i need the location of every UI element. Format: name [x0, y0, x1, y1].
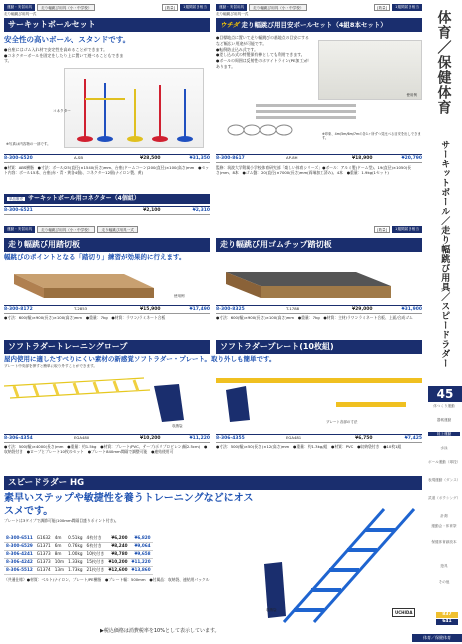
nav-item-suiei[interactable]: 水泳	[440, 446, 448, 450]
board-code: 8-300-8172	[4, 306, 33, 312]
plate-dimension-label: プレート各部の寸法	[326, 420, 358, 424]
ladder-plate-code: 8-306-4355	[216, 435, 245, 441]
rubber-photo	[216, 266, 422, 304]
nav-item-ball[interactable]: ボール運動（球技）	[428, 460, 461, 464]
ladder-plate-photo	[216, 376, 422, 430]
circuit-price-row	[4, 154, 210, 163]
connector-price-row	[4, 206, 210, 215]
eyeset-bullet-4: ●ボールの周囲は反射性のホワイトライン(PE加工)があります。	[216, 58, 309, 69]
ladder-plate-price-tax: ¥7,425	[404, 435, 422, 441]
crumb-common: 走り幅跳び用具一式	[216, 12, 249, 16]
rubber-model: T-1788	[286, 306, 300, 312]
connector-label: コネクター	[53, 109, 71, 113]
eyeset-photo-note: ※印象、4m/5m/6m/7mの各1ヶ所ずつ見比べる目安を出しできます。	[322, 132, 421, 141]
circuit-ball-illustration	[65, 69, 205, 149]
board-lead: 幅跳びのポイントとなる「踏切り」練習が効果的に行えます。	[4, 253, 186, 261]
ladder-rope-price-tax: ¥11,220	[189, 435, 210, 441]
index-sidebar	[426, 0, 462, 644]
ladder-rope-price: ¥10,200	[140, 435, 161, 441]
breadcrumb	[216, 4, 422, 11]
crumb-school: 走り幅跳び用具（小・中学校）	[249, 4, 307, 11]
speed-ladder-title: スピードラダー HG	[4, 476, 422, 490]
ladder-plate-price-row	[216, 434, 422, 443]
crumb-category: 運動・実習用具	[216, 4, 247, 11]
crumb-label: [数量]	[374, 226, 390, 233]
nav-item-budo[interactable]: 武道（ボクシング）	[428, 496, 461, 500]
page-number: 45	[428, 386, 462, 402]
crumb-category: 運動・実習用具	[4, 4, 35, 11]
nav-item-other[interactable]: その他	[438, 580, 450, 584]
ladder-rope-illustration	[4, 376, 210, 430]
circuit-spec: ●材質：ABS樹脂 ●寸法：ボール/25(直径)×1540(長さ)mm、台座(ドームコーン)200(直径)×100(高さ)mm ●セット内容：ボール15本、台座(赤・青・黄各4個)、コネクター12個(ナイロン製、黄)	[4, 165, 210, 176]
board-illustration	[4, 266, 164, 304]
table-row: 8-300-6511 G1632 4m 0.51kg 4枚付き ¥6,200 ¥6,820	[6, 535, 151, 541]
speed-ladder-table-wrap	[4, 534, 240, 582]
eyeset-bullet-3: ●差し込み式の特製保有棒としても利用できます。	[216, 52, 305, 58]
board-lead-row	[4, 253, 422, 261]
crumb-school: 走り幅跳び用具（小・中学校）	[37, 4, 95, 11]
ladder-rope-spec: ●寸法：500(幅)×4000(長さ)mm ●重量：約1.5kg ●材質：プレート/PVC、テープ/ポリプロピレン(幅2.5cm) ●収納袋付き ●ロープとプレート10枚のセット ●プレート840mm間隔で調整可能 ●連結使用可	[4, 444, 208, 455]
eyeset-price-row	[216, 154, 422, 163]
rubber-price-row	[216, 305, 422, 314]
connector-price-tax: ¥2,310	[192, 207, 210, 213]
board-spec: ●寸法：600(幅)×900(長さ)×100(高さ)mm ●重量：7kg ●材質：ラワン/ラミネート合板	[4, 315, 166, 320]
speed-ladder-lead: 素早いステップや敏捷性を養うトレーニングなどにオススメです。	[4, 493, 254, 517]
crumb-label: [数量]	[162, 4, 178, 11]
circuit-price-tax: ¥31,350	[189, 155, 210, 161]
circuit-photo	[53, 68, 204, 148]
breadcrumb	[4, 4, 210, 11]
nav-item-fukudokuhon[interactable]: 保健体育副読本	[431, 540, 457, 544]
table-row: 8-306-4241 G1373 8m 1.00kg 10枚付き ¥8,780 ¥9,658	[6, 551, 151, 557]
eyeset-spec: 監修：筑波大学附属小学校体育研究部「楽しい体育シリーズ」●ボール：アルミ製(ドーム型)、19(直径)×1050(長さ)mm、8本 ●ゴム盤：20(直径)×7000(長さ)mm(両端加工済み)、4本 ●重量：1.9kg(1セット)	[216, 165, 412, 176]
table-row: 8-300-6529 G1371 6m 0.76kg 6枚付き ¥8,240 ¥9,064	[6, 543, 151, 549]
connector-code: 8-300-6521	[4, 207, 33, 213]
nav-item-dance[interactable]: 表現運動（ダンス）	[428, 478, 461, 482]
nav-item-keisoku[interactable]: 計測	[440, 514, 448, 518]
circuit-price: ¥28,500	[140, 155, 161, 161]
board-header	[4, 226, 422, 233]
brand-logo: UCHIDA	[392, 608, 415, 617]
board-price-tax: ¥17,490	[189, 306, 210, 312]
board-section	[4, 236, 210, 252]
circuit-title: サーキットボールセット	[4, 18, 210, 32]
circuit-bullet-2: ●コネクターボールを固定をしたり上に置いて遊べることもできます。	[4, 52, 124, 64]
crumb-badge: 1週間届き相当	[180, 4, 210, 11]
ladder-plate-price-block	[216, 434, 422, 449]
eyeset-brand: ウチダ	[220, 21, 240, 30]
ladder-rope-price-row	[4, 434, 210, 443]
rubber-board-section	[216, 236, 422, 252]
eyeset-title-bar	[216, 18, 422, 32]
speed-ladder-spec: （共通仕様）●材質：ベルト/ナイロン、プレート/PE樹脂 ●プレート幅：500mm ●付属品：収納袋、連結用パックル	[4, 576, 210, 582]
ladder-lead: 屋内使用に適したすべりにくい素材の新感覚ソフトラダー・プレート。取り外しも簡単です。	[4, 355, 276, 363]
rubber-price-tax: ¥31,900	[401, 306, 422, 312]
table-row: 8-306-5512 G1374 13m 1.73kg 21枚付き ¥12,600 ¥13,860	[6, 567, 151, 573]
nav-item-yugu[interactable]: 遊具	[440, 564, 448, 568]
table-row: 8-306-4242 G1373 10m 1.33kg 15枚付き ¥10,200 ¥11,220	[6, 559, 151, 565]
ladder-plate-section	[216, 338, 422, 354]
ladder-rope-code: 8-306-4354	[4, 435, 33, 441]
eyeset-bullet-1: ●目標地点に置いて走り幅跳びの基地点の目安にするなど幅広い用途が可能です。	[216, 35, 309, 47]
connector-price: ¥2,100	[143, 207, 161, 213]
rubber-spec: ●寸法：600(幅)×900(長さ)×100(高さ)mm ●重量：7kg ●材質：主材/ラワンラミネート合板、上面/合成ゴム	[216, 315, 413, 320]
board-price-row	[4, 305, 210, 314]
board-photo	[4, 266, 210, 304]
nav-item-undokai[interactable]: 運動会・体育祭	[431, 524, 457, 528]
ladder-plate-model: EGA481	[286, 435, 302, 441]
speed-ladder-bag-label: 収納袋	[266, 608, 277, 612]
single-sale-tag: 単品販売	[9, 196, 23, 201]
eyeset-bullet-2: ●転倒防止込み式です。	[216, 46, 258, 52]
tax-footer-note: ▶税込価格は消費税率を10%として表示しています。	[100, 628, 220, 634]
eyeset-section	[216, 4, 422, 176]
crumb-category: 運動・実習用具	[4, 226, 35, 233]
ladder-lead-row	[4, 355, 422, 369]
eyeset-price: ¥18,900	[352, 155, 373, 161]
connector-title-bar	[4, 194, 210, 204]
board-price: ¥15,900	[140, 306, 161, 312]
speed-ladder-note: プレートは3タイプで調節可能(100mm間隔目盛りポイント付き)。	[4, 518, 119, 523]
circuit-photo-note: ※写真は内容物の一部です。	[6, 142, 51, 146]
ladder-plate-title: ソフトラダープレート(10枚組)	[216, 340, 422, 354]
board-photo-note: 使用例	[174, 294, 185, 298]
ladder-rope-model: EGA480	[74, 435, 90, 441]
ladder-plate-spec: ●寸法：500(幅)×50(長さ)×12(高さ)mm ●重量：約1.3kg/組 ●材質：PVC ●収納袋付き ●10枚1組	[216, 444, 402, 449]
tab-number-2: 641	[436, 619, 458, 625]
eyeset-price-tax: ¥20,790	[401, 155, 422, 161]
crumb-badge: 1週間届き相当	[392, 226, 422, 233]
sidebar-title: 体育／保健体育	[435, 10, 452, 115]
board-title: 走り幅跳び用踏切板	[4, 238, 210, 252]
nav-item-kikai[interactable]: 器械運動	[436, 418, 452, 422]
board-model: T-2853	[74, 306, 88, 312]
rubber-code: 8-300-8325	[216, 306, 245, 312]
circuit-ball-section	[4, 4, 210, 213]
ladder-rope-section	[4, 338, 210, 354]
crumb-school: 走り幅跳び用具（小・中学校）	[37, 226, 95, 233]
breadcrumb	[4, 226, 422, 233]
crumb-badge: 1週間届き相当	[392, 4, 422, 11]
ladder-rope-price-block	[4, 434, 210, 454]
connector-title: サーキットボール用コネクター（4個組）	[28, 195, 140, 203]
eyeset-title: 走り幅跳び用目安ボールセット（4組8本セット）	[241, 21, 387, 30]
nav-item-taitsukuri[interactable]: 体つくり運動	[433, 404, 455, 408]
nav-item-rikujo[interactable]: 陸上運動	[428, 432, 460, 436]
ladder-note: プレート中央部を押すと簡単に取り外すことができます。	[4, 364, 98, 369]
rubber-price-block	[216, 305, 422, 320]
sidebar-subtitle: サーキットボール／走り幅跳び用具／スピードラダー	[439, 140, 450, 368]
speed-ladder-photo	[264, 504, 422, 624]
speed-ladder-illustration	[264, 504, 422, 624]
tab-number-1: 837	[436, 612, 458, 618]
bottom-section-label: 体育／保健体育	[412, 634, 462, 642]
rubber-price: ¥29,000	[352, 306, 373, 312]
speed-ladder-table	[4, 534, 153, 575]
circuit-lead: 安全性の高いボール、スタンドです。	[4, 35, 131, 45]
crumb-common: 走り幅跳び用具一式	[97, 226, 137, 233]
crumb-common: 走り幅跳び用具一式	[4, 12, 37, 16]
circuit-model: A-SB	[74, 155, 83, 161]
crumb-label: [数量]	[374, 4, 390, 11]
eyeset-usage-label: 使用例	[406, 92, 417, 97]
eyeset-usage-photo	[318, 40, 422, 100]
board-price-block	[4, 305, 210, 320]
ladder-rope-bag-label: 収納袋	[172, 424, 183, 428]
ladder-rope-title: ソフトラダートレーニングロープ	[4, 340, 210, 354]
eyeset-model: AP-8H	[286, 155, 298, 161]
circuit-code: 8-300-6520	[4, 155, 33, 161]
rubber-title: 走り幅跳び用ゴムチップ踏切板	[216, 238, 422, 252]
ladder-rope-photo	[4, 376, 210, 430]
eyeset-bullets	[216, 35, 311, 69]
ladder-plate-illustration	[216, 376, 422, 430]
circuit-bullet-1: ●台座にはゴム入れ材で安定性を高めることができます。	[4, 47, 108, 53]
rubber-illustration	[216, 266, 422, 304]
ladder-plate-price: ¥6,750	[355, 435, 373, 441]
eyeset-code: 8-300-8617	[216, 155, 245, 161]
